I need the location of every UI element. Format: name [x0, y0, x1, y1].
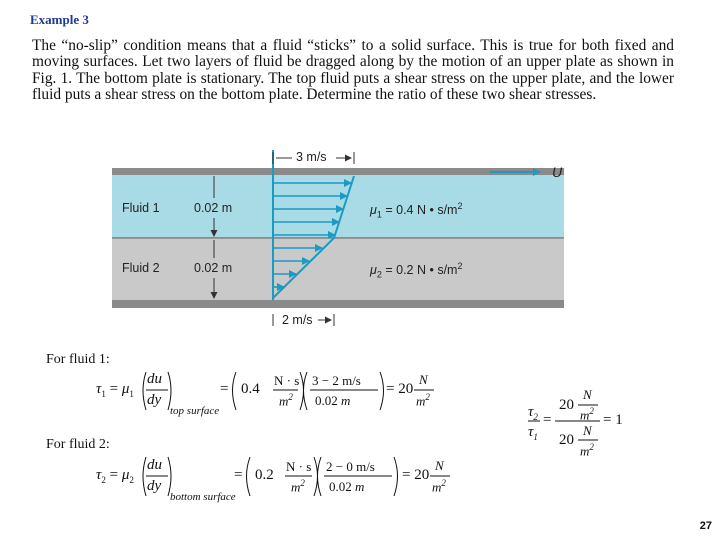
plate-velocity-symbol: U	[552, 164, 563, 180]
fluid1-label: Fluid 1	[122, 201, 160, 215]
ratio-num-20: 20	[559, 397, 574, 413]
eq2-unit-n: N	[435, 458, 444, 473]
ratio-num-m2: $m^2$	[580, 406, 594, 423]
eq1-dy: dy	[147, 392, 162, 408]
eq2-unit-m2: $m^2$	[432, 478, 446, 495]
fluid2-thickness-label: 0.02 m	[194, 261, 233, 275]
fluid1-thickness-label: 0.02 m	[194, 201, 233, 215]
eq1-dy-val: 0.02 m	[315, 393, 351, 408]
problem-statement: The “no-slip” condition means that a fluid “sticks” to a solid surface. This is true for both fixed and moving surfaces. Let two layers of fluid be dragged along by the motion of an upper plate as shown in Fig. 1. The bottom plate is stationary. The top fluid puts a shear stress on the upper plate, and the lower fluid puts a shear stress on the bottom plate. Determine the ratio of these two shear stresses.	[32, 37, 674, 104]
eq2-result: = 20	[402, 467, 430, 483]
eq2-ns: N · s	[286, 459, 312, 474]
mu1-label: $\mu_1 = 0.4$ N • $s/m^2$	[370, 201, 463, 220]
fluid1-heading: For fluid 1:	[46, 352, 110, 367]
ratio-tau1: $\tau_1$	[528, 424, 538, 442]
interface-velocity-label: 2 m/s	[282, 313, 313, 327]
eq2-dy: dy	[147, 478, 162, 494]
eq1-top-surface: top surface	[170, 405, 220, 417]
eq1-unit-m2: $m^2$	[416, 392, 430, 409]
eq1-equals: =	[220, 381, 229, 397]
top-velocity-label: 3 m/s	[296, 150, 327, 164]
eq1-dv: 3 − 2 m/s	[312, 373, 361, 388]
ratio-den-20: 20	[559, 432, 574, 448]
mu2-label: $\mu_2 = 0.2$ N • $s/m^2$	[370, 261, 463, 280]
eq1-tau: $\tau_1 = \mu_1$	[96, 381, 134, 399]
eq2-du: du	[147, 457, 162, 473]
fluid2-label: Fluid 2	[122, 261, 160, 275]
eq2-equals: =	[234, 467, 243, 483]
page-title: Example 3	[30, 12, 89, 27]
ratio-tau2: $\tau_2$	[528, 404, 538, 422]
eq2-dy-val: 0.02 m	[329, 479, 365, 494]
eq2-bottom-surface: bottom surface	[170, 491, 236, 503]
eq1-coef: 0.4	[241, 381, 260, 397]
eq1-unit-n: N	[419, 372, 428, 387]
eq2-dv: 2 − 0 m/s	[326, 459, 375, 474]
eq1-result: = 20	[386, 381, 414, 397]
fluid2-heading: For fluid 2:	[46, 437, 110, 452]
eq1-du: du	[147, 371, 162, 387]
ratio-num-n: N	[583, 387, 592, 402]
eq1-m2: $m^2$	[279, 392, 293, 409]
ratio-den-m2: $m^2$	[580, 442, 594, 459]
eq2-m2: $m^2$	[291, 478, 305, 495]
page-number: 27	[699, 520, 712, 532]
ratio-result: = 1	[603, 412, 623, 428]
ratio-den-n: N	[583, 423, 592, 438]
eq1-ns: N · s	[274, 373, 300, 388]
ratio-equals: =	[543, 412, 552, 428]
eq2-coef: 0.2	[255, 467, 274, 483]
eq2-tau: $\tau_2 = \mu_2$	[96, 467, 134, 485]
